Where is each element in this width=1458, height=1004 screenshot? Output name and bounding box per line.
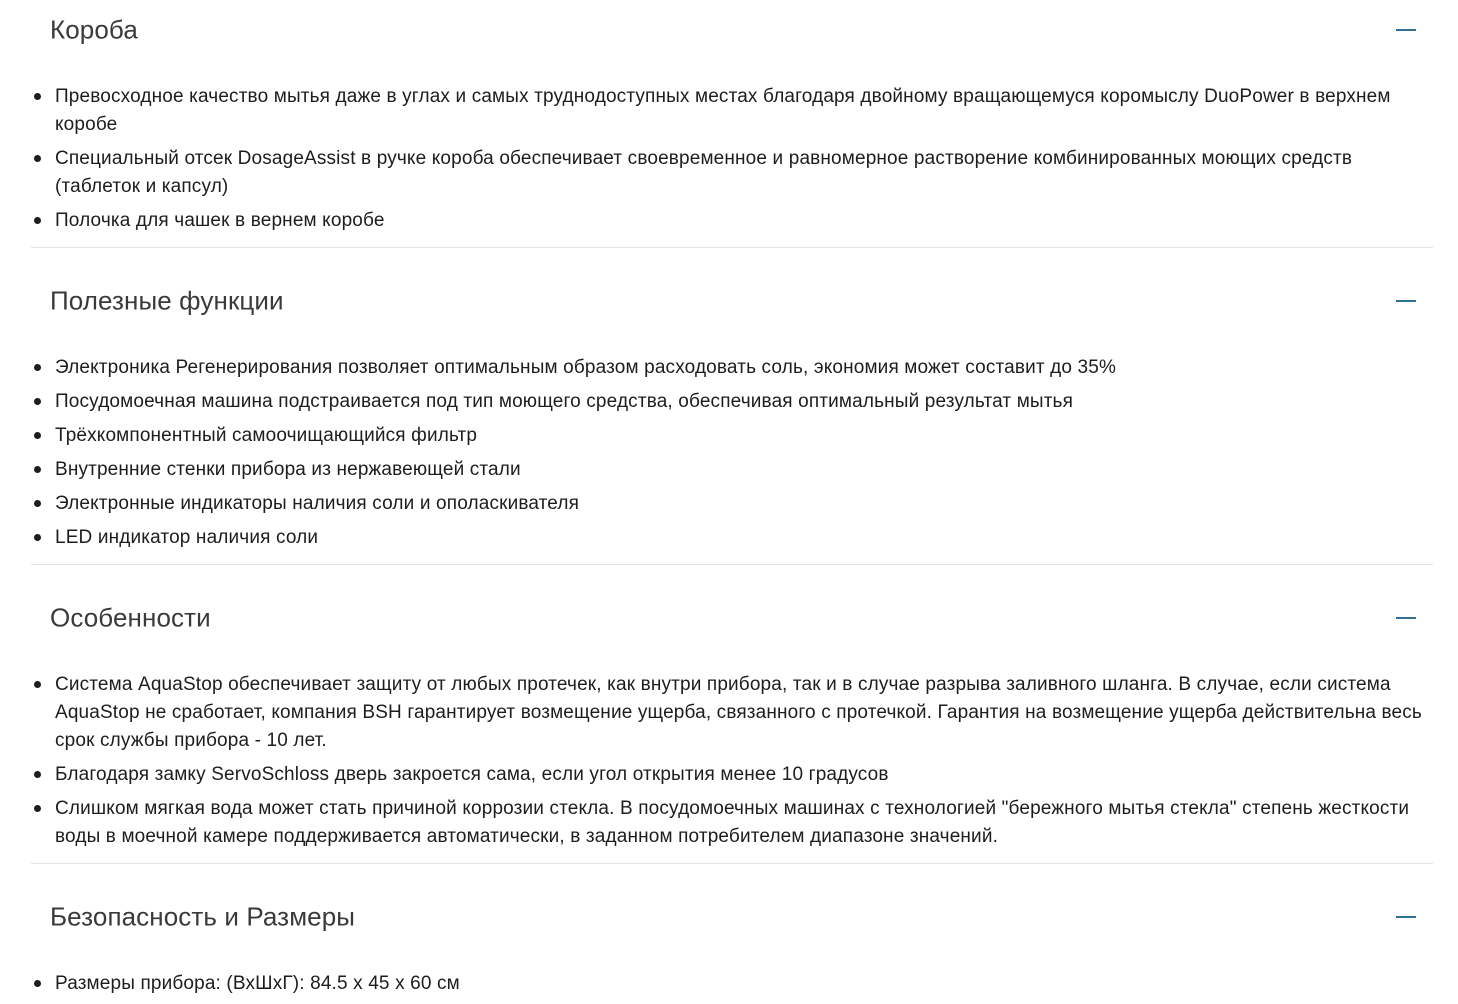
- bullet-icon: [34, 500, 41, 507]
- bullet-icon: [34, 534, 41, 541]
- minus-icon[interactable]: [1395, 608, 1417, 628]
- list-item: [31, 490, 1433, 518]
- bullet-icon: [34, 681, 41, 688]
- bullet-icon: [34, 155, 41, 162]
- section-title: Короба: [50, 14, 138, 45]
- divider: [31, 863, 1433, 864]
- list-item-text: Размеры прибора: (ВхШхГ): 84.5 x 45 x 60 см: [55, 973, 460, 994]
- list-item: [31, 970, 1433, 998]
- list-item-text: Система AquaStop обеспечивает защиту от любых протечек, как внутри прибора, так и в случае разрыва заливного шланга. В случае, если система AquaStop не сработает, компания BSH гарантирует возмещение ущерба, связанного с протечкой. Гарантия на возмещение ущерба действительна весь срок службы прибора - 10 лет.: [55, 674, 1422, 751]
- list-item: [31, 761, 1433, 789]
- bullet-icon: [34, 398, 41, 405]
- feature-list: [31, 83, 1433, 241]
- minus-icon[interactable]: [1395, 20, 1417, 40]
- list-item: [31, 524, 1433, 552]
- bullet-icon: [34, 805, 41, 812]
- list-item-text: Превосходное качество мытья даже в углах и самых труднодоступных местах благодаря двойному вращающемуся коромыслу DuoPower в верхнем коробе: [55, 86, 1391, 135]
- section-header-useful-functions[interactable]: [31, 271, 1433, 331]
- bullet-icon: [34, 466, 41, 473]
- list-item-text: Электронные индикаторы наличия соли и ополаскивателя: [55, 493, 580, 514]
- list-item-text: Трёхкомпонентный самоочищающийся фильтр: [55, 425, 478, 446]
- section-header-safety-dimensions[interactable]: [31, 887, 1433, 947]
- list-item-text: Благодаря замку ServoSchloss дверь закроется сама, если угол открытия менее 10 градусов: [55, 764, 889, 785]
- minus-icon[interactable]: [1395, 291, 1417, 311]
- list-item-text: Электроника Регенерирования позволяет оптимальным образом расходовать соль, экономия может составит до 35%: [55, 357, 1116, 378]
- bullet-icon: [34, 980, 41, 987]
- section-title: Полезные функции: [50, 285, 284, 316]
- list-item: [31, 388, 1433, 416]
- list-item: [31, 354, 1433, 382]
- divider: [31, 564, 1433, 565]
- list-item: [31, 83, 1433, 139]
- bullet-icon: [34, 93, 41, 100]
- feature-list: [31, 970, 1433, 1004]
- list-item: [31, 145, 1433, 201]
- section-header-features[interactable]: [31, 588, 1433, 648]
- section-title: Особенности: [50, 602, 211, 633]
- feature-list: [31, 671, 1433, 857]
- bullet-icon: [34, 432, 41, 439]
- list-item: [31, 671, 1433, 755]
- list-item: [31, 422, 1433, 450]
- list-item-text: LED индикатор наличия соли: [55, 527, 319, 548]
- section-title: Безопасность и Размеры: [50, 901, 356, 932]
- list-item: [31, 207, 1433, 235]
- feature-list: [31, 354, 1433, 558]
- bullet-icon: [34, 364, 41, 371]
- section-header-boxes[interactable]: [31, 0, 1433, 60]
- list-item-text: Специальный отсек DosageAssist в ручке короба обеспечивает своевременное и равномерное растворение комбинированных моющих средств (таблеток и капсул): [55, 148, 1353, 197]
- list-item-text: Внутренние стенки прибора из нержавеющей стали: [55, 459, 521, 480]
- list-item: [31, 795, 1433, 851]
- list-item-text: Посудомоечная машина подстраивается под тип моющего средства, обеспечивая оптимальный результат мытья: [55, 391, 1074, 412]
- list-item-text: Полочка для чашек в вернем коробе: [55, 210, 385, 231]
- bullet-icon: [34, 771, 41, 778]
- bullet-icon: [34, 217, 41, 224]
- list-item-text: Слишком мягкая вода может стать причиной коррозии стекла. В посудомоечных машинах с технологией "бережного мытья стекла" степень жесткости воды в моечной камере поддерживается автоматически, в заданном потребителем диапазоне значений.: [55, 798, 1410, 847]
- divider: [31, 247, 1433, 248]
- list-item: [31, 456, 1433, 484]
- minus-icon[interactable]: [1395, 907, 1417, 927]
